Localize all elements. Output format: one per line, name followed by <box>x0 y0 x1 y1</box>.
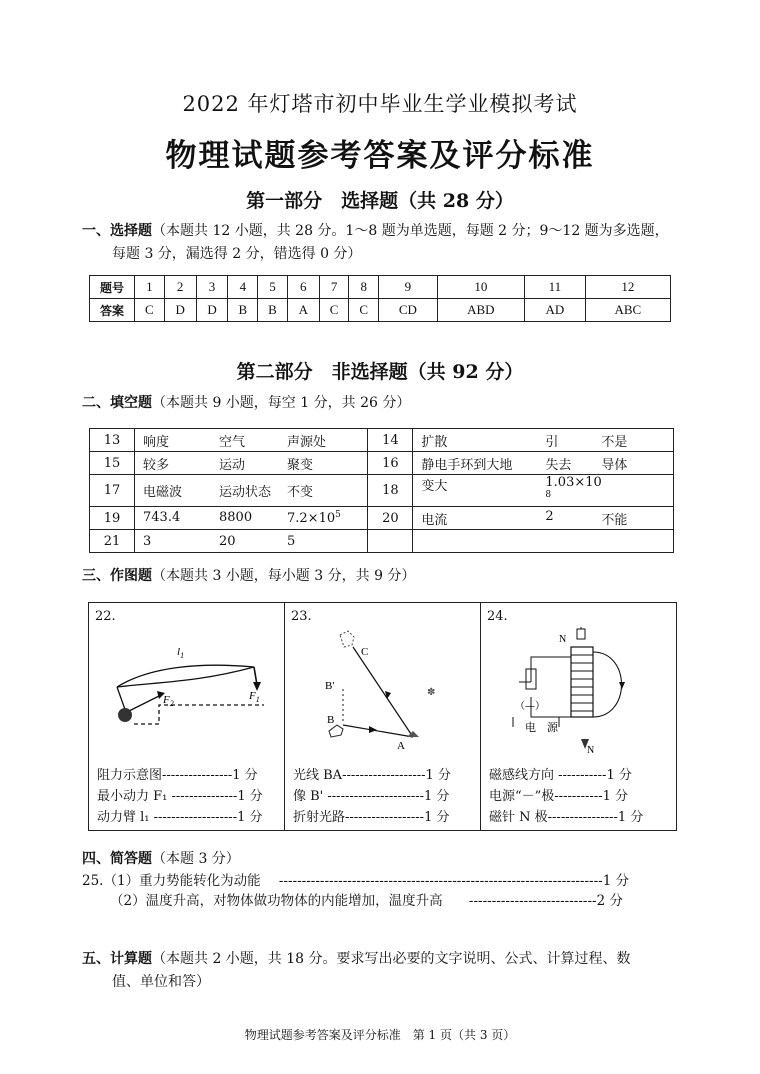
fill-row <box>90 475 674 507</box>
fill-answer-text: 电流 <box>421 512 448 528</box>
mc-num: 3 <box>196 276 228 299</box>
fill-answer-text: 引 <box>545 434 559 450</box>
eye-mark <box>407 731 419 737</box>
section2-heading <box>82 392 682 415</box>
q25-item1-text: （1）重力势能转化为动能 <box>103 873 261 889</box>
fill-answers <box>413 530 674 553</box>
fill-answer-text: 空气 <box>219 434 246 450</box>
mc-num: 8 <box>349 276 379 299</box>
fill-answers <box>135 429 368 452</box>
fill-answer <box>421 475 545 506</box>
mc-num: 1 <box>135 276 165 299</box>
fill-question-number: 19 <box>90 507 135 530</box>
fill-answer-text: 扩散 <box>421 434 448 450</box>
fill-answer <box>219 510 287 526</box>
label-l1: $l_1$ <box>177 646 185 660</box>
fill-answer <box>219 454 287 473</box>
q24-panel <box>481 603 676 830</box>
fill-answer <box>601 431 661 450</box>
mc-num: 5 <box>258 276 288 299</box>
answer-row <box>90 299 671 322</box>
section5-desc-1: （本题共 2 小题，共 18 分。要求写出必要的文字说明、公式、计算过程、数 <box>152 951 631 967</box>
q25-item2-text: （2）温度升高，对物体做功物体的内能增加，温度升高 <box>110 893 443 909</box>
mc-num: 10 <box>437 276 524 299</box>
ray-ba <box>343 725 413 737</box>
fill-in-table <box>89 428 674 553</box>
label-bprime: B' <box>325 680 335 692</box>
fill-answer-text: 20 <box>219 533 236 549</box>
q23-line: 折射光路------------------1 分 <box>293 810 450 825</box>
section2-label: 二、填空题 <box>82 395 152 411</box>
fill-answer-text: 变大 <box>421 479 448 494</box>
mc-answer: B <box>258 299 288 322</box>
fill-answer-text: 聚变 <box>287 457 314 473</box>
mc-num: 12 <box>585 276 670 299</box>
mc-answer: C <box>135 299 165 322</box>
label-a: A <box>397 740 405 752</box>
section1-label: 一、选择题 <box>82 223 152 239</box>
row-label-number: 题号 <box>90 276 135 299</box>
field-line <box>593 652 622 717</box>
fill-answer-text: 运动 <box>219 457 246 473</box>
fill-answer <box>545 509 601 528</box>
f2-arrow <box>127 695 161 712</box>
electromagnet-diagram <box>481 627 677 762</box>
fill-answer <box>287 534 357 549</box>
coil-windings <box>571 655 593 711</box>
section3-desc: （本题共 3 小题，每小题 3 分，共 9 分） <box>152 568 416 584</box>
label-f2: $F_2$ <box>163 694 174 708</box>
fill-answers <box>135 530 368 553</box>
lever-diagram <box>89 627 285 762</box>
label-n-top: N <box>559 634 567 645</box>
fill-answer <box>143 510 219 526</box>
label-c: C <box>361 646 369 658</box>
page-footer: 物理试题参考答案及评分标准 第 1 页（共 3 页） <box>244 1028 516 1042</box>
fill-answers <box>135 507 368 530</box>
fill-question-number: 13 <box>90 429 135 452</box>
fill-answer-text: 1.03×10 <box>545 475 602 490</box>
q25-item1 <box>82 869 629 889</box>
fill-row <box>90 429 674 452</box>
fill-answers <box>413 452 674 475</box>
q22-line: 动力臂 l₁ -------------------1 分 <box>97 810 263 825</box>
q22-panel <box>89 603 285 830</box>
fill-answer-text: 不能 <box>601 512 628 528</box>
bird-image <box>340 631 354 647</box>
q25-number: 25. <box>82 873 104 889</box>
label-power: 电 源 <box>525 721 558 734</box>
mc-answer: B <box>228 299 258 322</box>
mc-answer: D <box>196 299 228 322</box>
section4-label: 四、简答题 <box>82 851 152 867</box>
q24-line: 电源“－”极-----------1 分 <box>489 789 629 804</box>
fill-question-number: 16 <box>368 452 413 475</box>
q22-scoring <box>97 765 263 828</box>
fill-answer-text: 不变 <box>287 485 314 501</box>
fill-answer <box>143 431 219 450</box>
fill-answer-text: 2 <box>545 508 554 524</box>
mc-num: 4 <box>228 276 258 299</box>
fill-answer-text: 静电手环到大地 <box>421 457 513 473</box>
fill-answer <box>545 475 601 506</box>
fill-answer-text: 导体 <box>601 457 628 473</box>
refracted-ray <box>353 647 413 737</box>
mc-num: 9 <box>379 276 438 299</box>
answer-key-title: 物理试题参考答案及评分标准 <box>165 138 595 174</box>
section4-heading <box>82 848 682 871</box>
section3-label: 三、作图题 <box>82 568 152 584</box>
fill-answer <box>219 534 287 549</box>
label-minus: （—） <box>515 701 545 712</box>
mc-answer: ABD <box>437 299 524 322</box>
fill-answer-text: 电磁波 <box>143 485 183 501</box>
fill-answer <box>143 481 219 500</box>
fill-answers <box>135 452 368 475</box>
fill-answer <box>601 534 661 549</box>
q22-number: 22. <box>95 609 116 624</box>
fill-answer <box>545 454 601 473</box>
fill-answer <box>143 454 219 473</box>
ground-dashed <box>134 705 264 724</box>
section1-heading <box>82 220 682 266</box>
q23-line: 像 B' ----------------------1 分 <box>293 789 450 804</box>
fill-question-number: 21 <box>90 530 135 553</box>
label-b: B <box>327 714 335 726</box>
mc-answer: C <box>319 299 349 322</box>
fill-answer <box>219 431 287 450</box>
fill-answer <box>421 454 545 473</box>
decor-mark: ✽ <box>427 687 436 698</box>
fill-answer <box>287 481 357 500</box>
fill-question-number: 18 <box>368 475 413 507</box>
fill-row <box>90 452 674 475</box>
fill-answers <box>413 475 674 507</box>
fill-answer-exponent: 8 <box>545 490 552 500</box>
q23-scoring <box>293 765 451 828</box>
q23-panel <box>285 603 481 830</box>
hanging-magnet <box>577 629 585 639</box>
fill-answer <box>287 510 357 526</box>
fill-answer <box>421 509 545 528</box>
optics-diagram <box>285 627 481 762</box>
drawing-answers-box <box>88 602 677 831</box>
q25-item1-score: -----------------------------------------------------------------------1 分 <box>278 873 630 889</box>
mc-num: 11 <box>525 276 586 299</box>
q22-line: 阻力示意图----------------1 分 <box>97 768 258 783</box>
fill-answer <box>545 534 601 549</box>
coil-core <box>571 647 593 717</box>
q25-item2-score: ----------------------------2 分 <box>468 893 623 909</box>
field-arrow <box>619 682 625 689</box>
fill-answer <box>219 481 287 500</box>
fill-answer <box>287 454 357 473</box>
part1-title: 第一部分 选择题（共 28 分） <box>246 190 514 212</box>
part2-title: 第二部分 非选择题（共 92 分） <box>236 361 524 383</box>
ray-arrow <box>385 691 391 699</box>
fill-answer <box>287 431 357 450</box>
q25-item2 <box>110 889 623 909</box>
label-f1: $F_1$ <box>249 690 260 704</box>
fill-answer <box>421 431 545 450</box>
q22-line: 最小动力 F₁ ---------------1 分 <box>97 789 263 804</box>
fill-question-number: 20 <box>368 507 413 530</box>
q24-line: 磁感线方向 -----------1 分 <box>489 768 632 783</box>
fill-answer-text: 5 <box>287 533 296 549</box>
fill-answer-text: 8800 <box>219 510 253 526</box>
multiple-choice-table <box>89 275 671 322</box>
fill-answer-exponent: 5 <box>335 510 341 521</box>
fill-answer <box>143 534 219 549</box>
section1-desc-1: （本题共 12 小题，共 28 分。1～8 题为单选题，每题 2 分；9～12 题为多选题， <box>152 223 669 239</box>
mc-answer: D <box>164 299 196 322</box>
section1-desc-2: 每题 3 分，漏选得 2 分，错选得 0 分） <box>112 246 362 262</box>
section5-label: 五、计算题 <box>82 951 152 967</box>
mc-num: 2 <box>164 276 196 299</box>
fill-row <box>90 530 674 553</box>
q23-number: 23. <box>291 609 312 624</box>
mc-answer: AD <box>525 299 586 322</box>
mc-num: 6 <box>287 276 319 299</box>
fill-answer <box>601 475 661 506</box>
fill-question-number: 17 <box>90 475 135 507</box>
q24-scoring <box>489 765 643 828</box>
section4-desc: （本题 3 分） <box>152 851 240 867</box>
section5-heading <box>82 948 682 994</box>
mc-num: 7 <box>319 276 349 299</box>
mc-answer: CD <box>379 299 438 322</box>
fill-answer <box>421 534 545 549</box>
q23-line: 光线 BA-------------------1 分 <box>293 768 451 783</box>
ball <box>118 708 132 722</box>
mc-answer: ABC <box>585 299 670 322</box>
fill-answer-text: 响度 <box>143 434 170 450</box>
q24-number: 24. <box>487 609 508 624</box>
fill-answer <box>545 431 601 450</box>
section3-heading <box>82 565 682 588</box>
l1-arc <box>117 665 254 687</box>
fill-answers <box>135 475 368 507</box>
q24-line: 磁针 N 极----------------1 分 <box>489 810 644 825</box>
fill-answer <box>601 509 661 528</box>
fill-question-number: 15 <box>90 452 135 475</box>
fish-object <box>329 725 343 737</box>
fill-row <box>90 507 674 530</box>
fill-answer-text: 7.2×10 <box>287 511 336 527</box>
fill-answer-text: 743.4 <box>143 510 181 526</box>
section2-desc: （本题共 9 小题，每空 1 分，共 26 分） <box>152 395 411 411</box>
exam-title: 2022 年灯塔市初中毕业生学业模拟考试 <box>182 92 578 116</box>
fill-answer-text: 3 <box>143 533 152 549</box>
row-label-answer: 答案 <box>90 299 135 322</box>
fill-question-number: 14 <box>368 429 413 452</box>
label-n-bottom: N <box>587 745 595 756</box>
fill-answer-text: 运动状态 <box>219 485 272 501</box>
question-number-row <box>90 276 671 299</box>
mc-answer: C <box>349 299 379 322</box>
fill-answer <box>601 454 661 473</box>
fill-answer-text: 较多 <box>143 457 170 473</box>
fill-answer-text: 不是 <box>601 434 628 450</box>
fill-answer-text: 声源处 <box>287 434 327 450</box>
mc-answer: A <box>287 299 319 322</box>
fill-answers <box>413 507 674 530</box>
ray-ba-arrow <box>369 726 377 733</box>
fill-answers <box>413 429 674 452</box>
section5-desc-2: 值、单位和答） <box>112 974 210 990</box>
fill-question-number <box>368 530 413 553</box>
fill-answer-text: 失去 <box>545 457 572 473</box>
